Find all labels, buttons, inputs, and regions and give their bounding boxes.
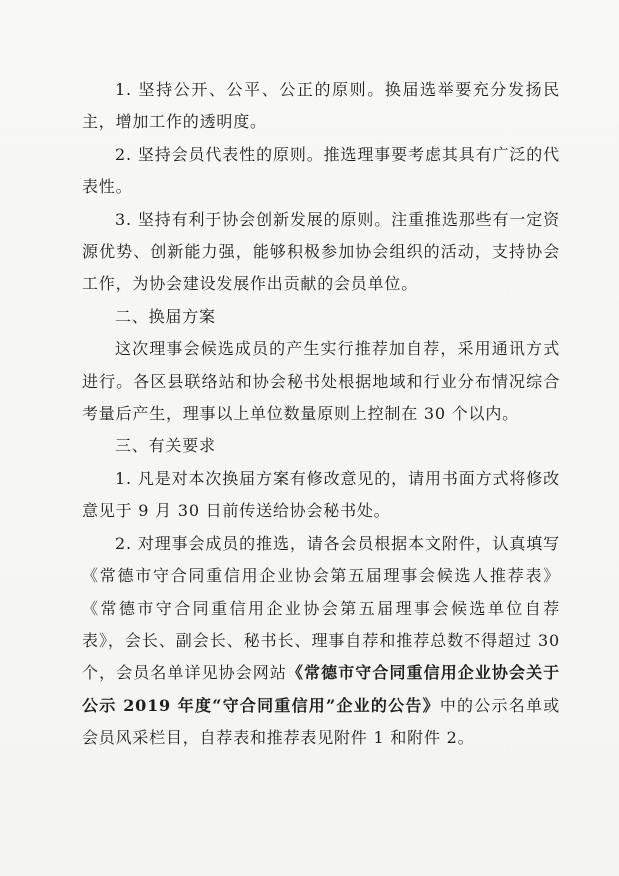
announcement-title: 《常德市守合同重信用企业协会关于公示 2019 年度“守合同重信用”企业的公告》 <box>82 663 560 715</box>
principle-3: 3. 坚持有利于协会创新发展的原则。注重推选那些有一定资源优势、创新能力强，能够积极参加协会组织的活动，支持协会工作，为协会建设发展作出贡献的会员单位。 <box>82 209 560 294</box>
requirement-1: 1. 凡是对本次换届方案有修改意见的，请用书面方式将修改意见于 9 月 30 日前传送给协会秘书处。 <box>82 468 560 521</box>
section-heading-plan: 二、换届方案 <box>115 306 216 326</box>
document-body <box>82 74 560 755</box>
section-heading-requirements: 三、有关要求 <box>115 436 216 456</box>
principle-1: 1. 坚持公开、公平、公正的原则。换届选举要充分发扬民主，增加工作的透明度。 <box>82 80 560 132</box>
requirement-2-tail: 中的公示名单或会员风采栏目，自荐表和推荐表见附件 1 和附件 2。 <box>82 695 560 748</box>
plan-description: 这次理事会候选成员的产生实行推荐加自荐，采用通讯方式进行。各区县联络站和协会秘书处根据地域和行业分布情况综合考量后产生，理事以上单位数量原则上控制在 30 个以内。 <box>82 339 560 424</box>
principle-2: 2. 坚持会员代表性的原则。推选理事要考虑其具有广泛的代表性。 <box>82 144 560 197</box>
requirement-2 <box>82 528 560 755</box>
requirement-2-text: 2. 对理事会成员的推选，请各会员根据本文附件，认真填写《常德市守合同重信用企业协会第五届理事会候选人推荐表》《常德市守合同重信用企业协会第五届理事会候选单位自荐表》，会长、副会长、秘书长、理事自荐和推荐总数不得超过 30 个，会员名单详见协会网站 <box>82 533 560 683</box>
